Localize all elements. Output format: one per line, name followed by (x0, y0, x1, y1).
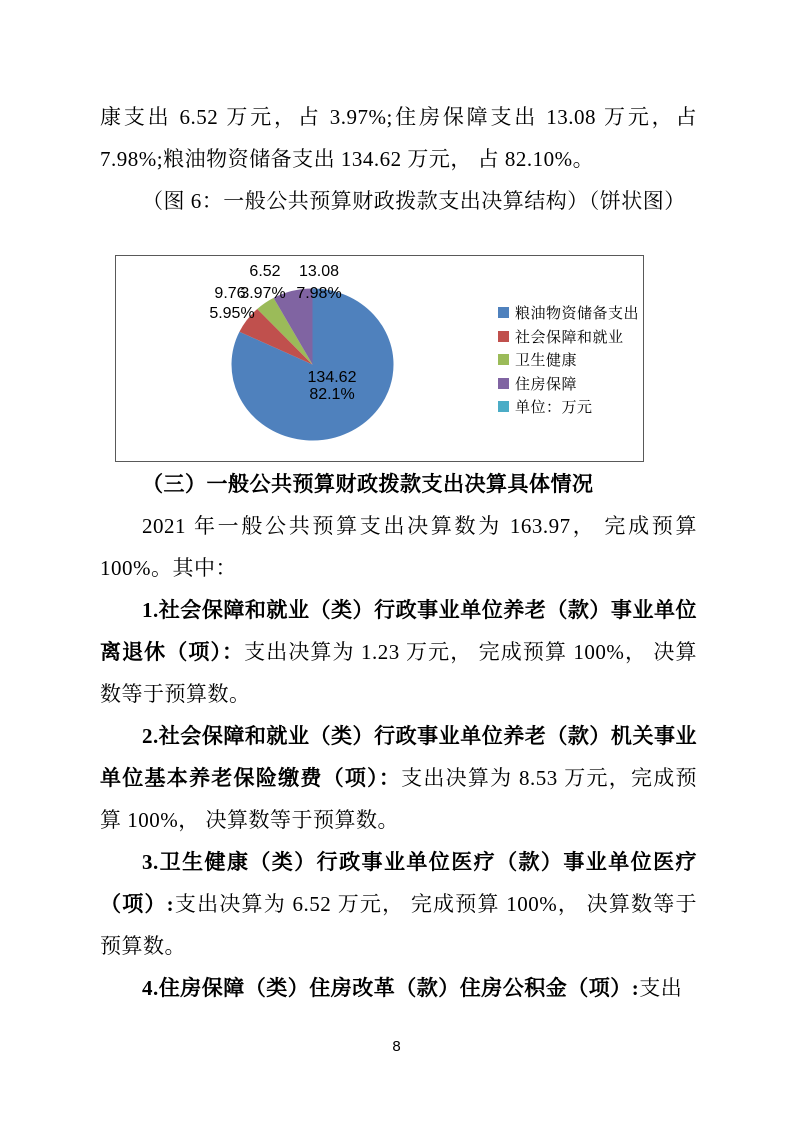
legend-label: 卫生健康 (515, 352, 578, 370)
pie-data-label-social-value: 9.76 (214, 285, 246, 302)
legend-item-housing (498, 372, 639, 396)
item-lead-bold: 1.社会保障和就业（类）行政事业单位养老（款）事业单位离退休（项）： (100, 598, 697, 664)
budget-item-4 (100, 967, 697, 1009)
legend-item-social (498, 325, 639, 349)
paragraph-continuation: 康支出 6.52 万元，占 3.97%;住房保障支出 13.08 万元，占 7.98%;粮油物资储备支出 134.62 万元， 占 82.10%。 (100, 105, 697, 171)
budget-item-1 (100, 589, 697, 715)
chart-legend (498, 301, 639, 419)
pie-data-label-housing-value: 13.08 (298, 263, 340, 280)
pie-data-label-health-percent: 3.97% (240, 285, 286, 302)
document-content (100, 96, 697, 1009)
legend-swatch-icon (498, 378, 509, 389)
item-lead-bold: 4.住房保障（类）住房改革（款）住房公积金（项）: (142, 976, 640, 1000)
pie-chart-figure (115, 255, 644, 462)
budget-item-2 (100, 715, 697, 841)
pie-data-label-health-value: 6.52 (249, 263, 281, 280)
pie-data-label-grain-value: 134.62 (307, 369, 357, 386)
legend-swatch-icon (498, 401, 509, 412)
paragraph-summary: 2021 年一般公共预算支出决算数为 163.97， 完成预算 100%。其中： (100, 514, 697, 580)
legend-label: 社会保障和就业 (515, 328, 624, 346)
legend-swatch-icon (498, 331, 509, 342)
legend-label: 住房保障 (515, 375, 578, 393)
item-text: 支出 (639, 976, 683, 1000)
legend-swatch-icon (498, 354, 509, 365)
legend-item-grain (498, 301, 639, 325)
section-heading: （三）一般公共预算财政拨款支出决算具体情况 (142, 472, 594, 496)
item-lead-bold: 3.卫生健康（类）行政事业单位医疗（款）事业单位医疗（项）: (100, 850, 697, 916)
legend-item-health (498, 348, 639, 372)
pie-data-label-grain (308, 369, 357, 403)
item-text: 支出决算为 6.52 万元， 完成预算 100%， 决算数等于预算数。 (100, 892, 697, 958)
item-lead-bold: 2.社会保障和就业（类）行政事业单位养老（款）机关事业单位基本养老保险缴费（项）： (100, 724, 697, 790)
legend-label: 粮油物资储备支出 (515, 305, 640, 323)
pie-data-label-housing-percent: 7.98% (296, 285, 342, 302)
page-number: 8 (392, 1038, 401, 1055)
budget-item-3 (100, 841, 697, 967)
pie-data-label-grain-percent: 82.1% (309, 386, 355, 403)
legend-label: 单位：万元 (515, 399, 593, 417)
figure-caption: （图 6：一般公共预算财政拨款支出决算结构）（饼状图） (142, 189, 686, 213)
legend-swatch-icon (498, 307, 509, 318)
legend-item-unit (498, 395, 639, 419)
item-text: 支出决算为 1.23 万元， 完成预算 100%， 决算数等于预算数。 (100, 640, 697, 706)
pie-data-label-social-percent: 5.95% (209, 305, 255, 322)
item-text: 支出决算为 8.53 万元，完成预算 100%， 决算数等于预算数。 (100, 766, 698, 832)
